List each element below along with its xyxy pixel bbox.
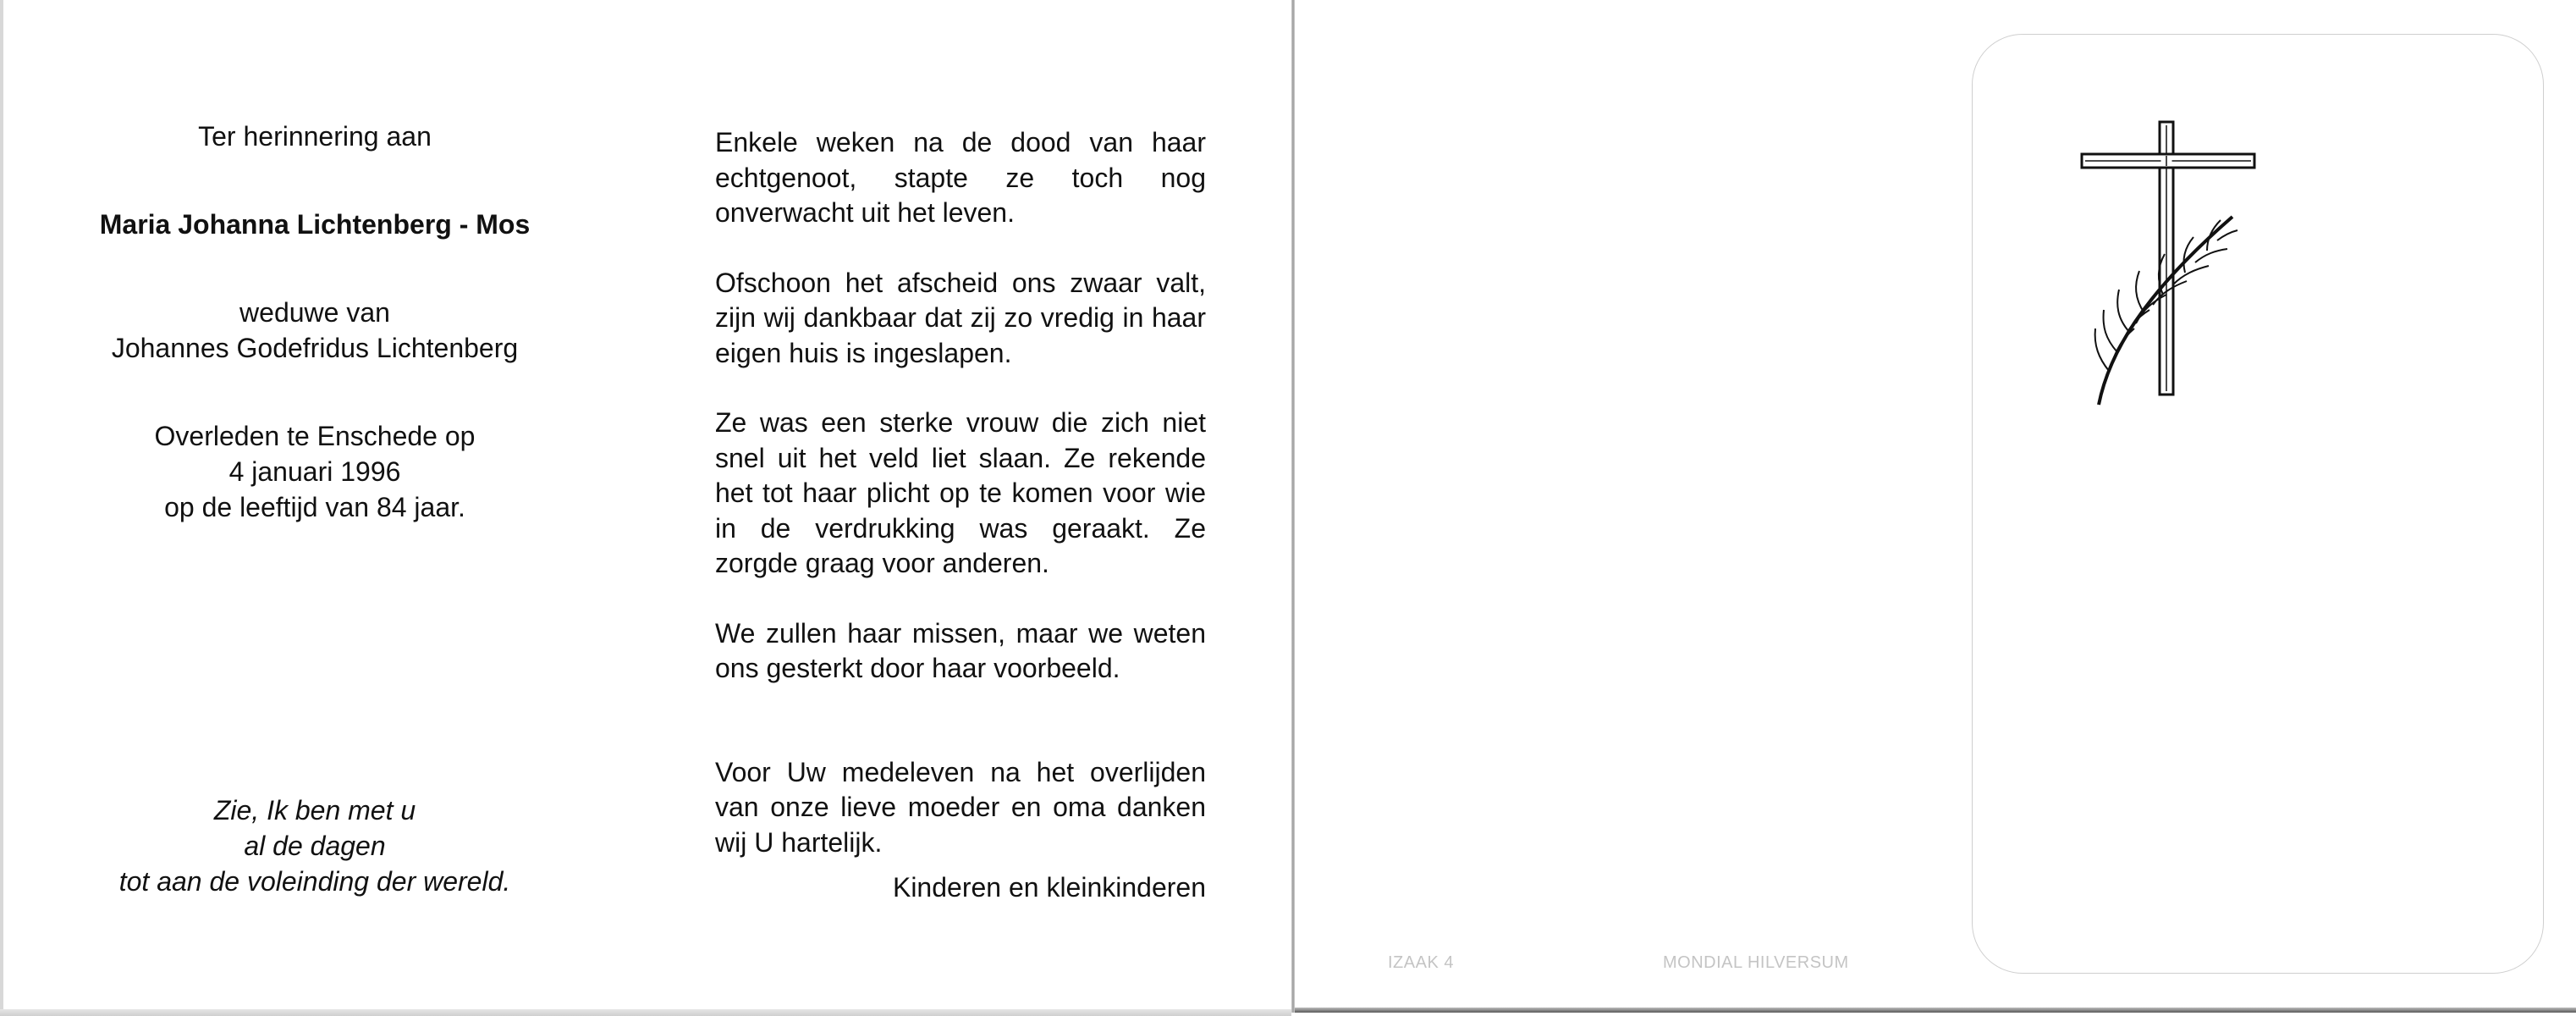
paragraph-5: Voor Uw medeleven na het overlijden van onze lieve moeder en oma danken wij U hartelijk.	[715, 756, 1206, 858]
husband-name: Johannes Godefridus Lichtenberg	[111, 333, 519, 363]
cross-with-palm-icon	[2075, 117, 2278, 413]
widow-of-label: weduwe van	[239, 297, 390, 328]
paragraph-1: Enkele weken na de dood van haar echtgenoot, stapte ze toch nog onverwacht uit het leven.	[715, 127, 1206, 228]
scripture-quote	[69, 792, 560, 899]
quote-line-3: tot aan de voleinding der wereld.	[118, 866, 511, 897]
intro-text: Ter herinnering aan	[198, 121, 432, 152]
deceased-name: Maria Johanna Lichtenberg - Mos	[99, 209, 531, 240]
printer-name: MONDIAL HILVERSUM	[1663, 953, 1849, 972]
quote-line-2: al de dagen	[244, 831, 386, 861]
paragraph-4: We zullen haar missen, maar we weten ons gesterkt door haar voorbeeld.	[715, 617, 1206, 683]
quote-line-1: Zie, Ik ben met u	[213, 795, 416, 826]
memorial-details	[69, 119, 560, 525]
paragraph-3: Ze was een sterke vrouw die zich niet snel uit het veld liet slaan. Ze rekende het tot haar plicht op te komen voor wie in de verdrukking was geraakt. Ze zorgde graag voor anderen.	[715, 407, 1206, 578]
memorial-text	[715, 125, 1206, 906]
right-bottom-edge	[1295, 1008, 2576, 1013]
print-code: IZAAK 4	[1388, 953, 1454, 972]
signoff: Kinderen en kleinkinderen	[892, 872, 1206, 903]
age-line: op de leeftijd van 84 jaar.	[164, 492, 465, 522]
left-bottom-edge	[0, 1009, 1291, 1016]
death-place-line: Overleden te Enschede op	[154, 421, 476, 451]
death-date: 4 januari 1996	[228, 456, 401, 487]
paragraph-2: Ofschoon het afscheid ons zwaar valt, zijn wij dankbaar dat zij zo vredig in haar eigen huis is ingeslapen.	[715, 267, 1206, 368]
